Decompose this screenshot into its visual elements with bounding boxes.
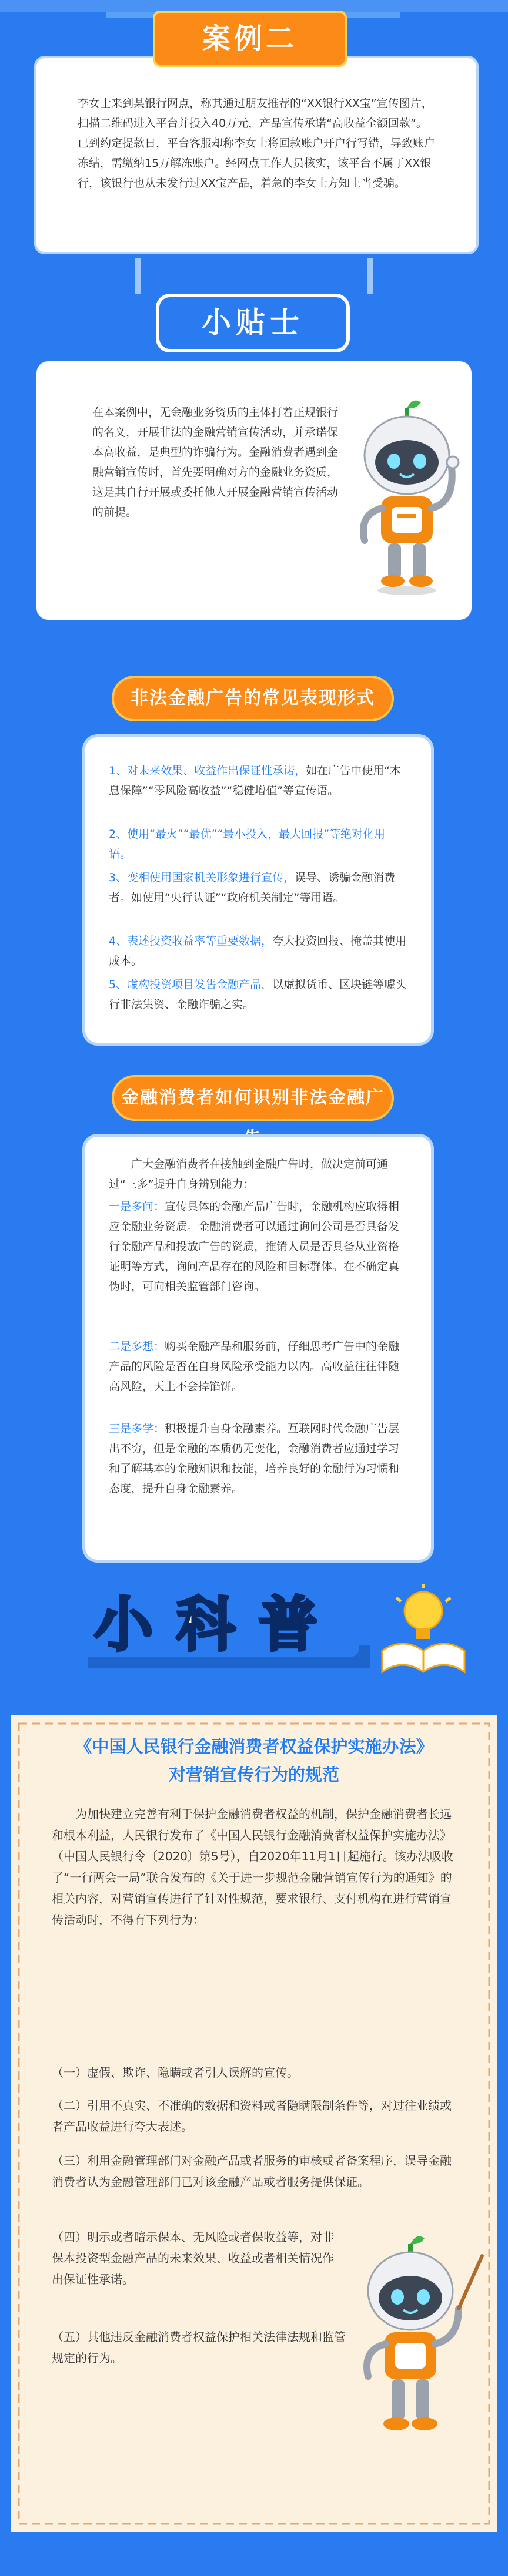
tips-title: 小贴士 [156, 294, 350, 352]
forms-item-1-text: 如在广告中使用“本息保障”“零风险高收益”“稳健增值”等宣传语。 [109, 764, 401, 797]
forms-item-4-highlight: 4、表述投资收益率等重要数据， [109, 935, 273, 948]
case2-card [34, 56, 479, 254]
case2-body: 李女士来到某银行网点，称其通过朋友推荐的“XX银行XX宝”宣传图片，扫描二维码进入平台并投入40万元，产品宣传承诺“高收益全额回款”。已到约定提款日，平台客服却称李女士将回款账户开户行写错，导致账户冻结，需缴纳15万解冻账户。经网点工作人员核实，该平台不属于XX银行，该银行也从未发行过XX宝产品，着急的李女士方知上当受骗。 [78, 97, 436, 190]
science-item-4: （四）明示或者暗示保本、无风险或者保收益等，对非保本投资型金融产品的未来效果、收益或者相关情况作出保证性承诺。 [52, 2230, 334, 2286]
forms-item-2 [109, 824, 407, 864]
forms-item-4 [109, 931, 407, 971]
forms-item-4-text: 夸大投资回报、掩盖其使用成本。 [109, 935, 407, 968]
identify-item-3 [109, 1419, 407, 1499]
forms-card [82, 734, 434, 1046]
case2-title: 案例二 [153, 11, 347, 67]
identify-item-3-text: 积极提升自身金融素养。互联网时代金融广告层出不穷，但是金融的本质仍无变化，金融消费者应通过学习和了解基本的金融知识和技能，培养良好的金融行为习惯和态度，提升自身金融素养。 [109, 1422, 400, 1495]
forms-item-1-highlight: 1、对未来效果、收益作出保证性承诺， [109, 764, 306, 777]
robot-mascot-icon [354, 397, 460, 596]
identify-item-1-highlight: 一是多问： [109, 1200, 165, 1213]
forms-item-2-highlight: 2、使用“最火”“最优”“最小投入，最大回报”等绝对化用语。 [109, 828, 386, 861]
science-item-1: （一）虚假、欺诈、隐瞒或者引人误解的宣传。 [52, 2065, 299, 2080]
science-title-line1: 《中国人民银行金融消费者权益保护实施办法》 [75, 1737, 433, 1756]
identify-item-2-text: 购买金融产品和服务前，仔细思考广告中的金融产品的风险是否在自身风险承受能力以内。高收益往往伴随高风险，天上不会掉馅饼。 [109, 1340, 400, 1393]
forms-item-3-highlight: 3、变相使用国家机关形象进行宣传， [109, 871, 295, 884]
science-item-5: （五）其他违反金融消费者权益保护相关法律法规和监管规定的行为。 [52, 2330, 346, 2365]
forms-item-5-highlight: 5、虚构投资项目发售金融产品， [109, 978, 273, 991]
science-intro: 为加快建立完善有利于保护金融消费者权益的机制，保护金融消费者长远和根本利益，人民银行发布了《中国人民银行金融消费者权益保护实施办法》（中国人民银行令〔2020〕第5号），自2020年11月1日起施行。该办法吸收了“一行两会一局”联合发布的《关于进一步规范金融营销宣传行为的通知》的相关内容，对营销宣传进行了针对性规范，要求银行、支付机构在进行营销宣传活动时，不得有下列行为： [52, 1807, 453, 1927]
science-item-2: （二）引用不真实、不准确的数据和资料或者隐瞒限制条件等，对过往业绩或者产品收益进行夸大表述。 [52, 2098, 452, 2134]
science-title-line2: 对营销宣传行为的规范 [168, 1765, 339, 1785]
tips-body: 在本案例中，无金融业务资质的主体打着正规银行的名义，开展非法的金融营销宣传活动，并承诺保本高收益，是典型的诈骗行为。金融消费者遇到金融营销宣传时，首先要明确对方的金融业务资质，这是其自行开展或委托他人开展金融营销宣传活动的前提。 [92, 406, 339, 519]
science-item-3: （三）利用金融管理部门对金融产品或者服务的审核或者备案程序，误导金融消费者认为金融管理部门已对该金融产品或者服务提供保证。 [52, 2154, 452, 2189]
forms-item-5-text: 以虚拟货币、区块链等噱头行非法集资、金融诈骗之实。 [109, 978, 407, 1011]
science-banner [76, 1580, 382, 1668]
forms-item-3 [109, 868, 407, 908]
forms-item-5 [109, 975, 407, 1015]
science-banner-text: 小科普 [94, 1590, 341, 1659]
identify-card [82, 1134, 434, 1563]
teacher-robot-icon [352, 2232, 487, 2456]
forms-item-1 [109, 761, 407, 801]
tips-card [36, 361, 472, 620]
identify-item-2-highlight: 二是多想： [109, 1340, 165, 1353]
identify-item-3-highlight: 三是多学： [109, 1422, 165, 1435]
lightbulb-book-icon [376, 1580, 470, 1680]
science-card [11, 1715, 497, 2532]
forms-item-3-text: 误导、诱骗金融消费者。如使用“央行认证”“政府机关制定”等用语。 [109, 871, 396, 904]
identify-item-1-text: 宣传具体的金融产品广告时，金融机构应取得相应金融业务资质。金融消费者可以通过询问公司是否具备发行金融产品和投放广告的资质，推销人员是否具备从业资格证明等方式，询问产品存在的风险和目标群体。在不确定真伪时，可向相关监管部门咨询。 [109, 1200, 400, 1293]
identify-item-2 [109, 1336, 407, 1396]
identify-title: 金融消费者如何识别非法金融广 [112, 1075, 394, 1121]
identify-item-1 [109, 1197, 407, 1297]
connector-decoration [0, 253, 508, 300]
identify-intro: 广大金融消费者在接触到金融广告时，做决定前可通过“三多”提升自身辨别能力： [109, 1158, 389, 1191]
forms-title: 非法金融广告的常见表现形式 [112, 676, 394, 721]
